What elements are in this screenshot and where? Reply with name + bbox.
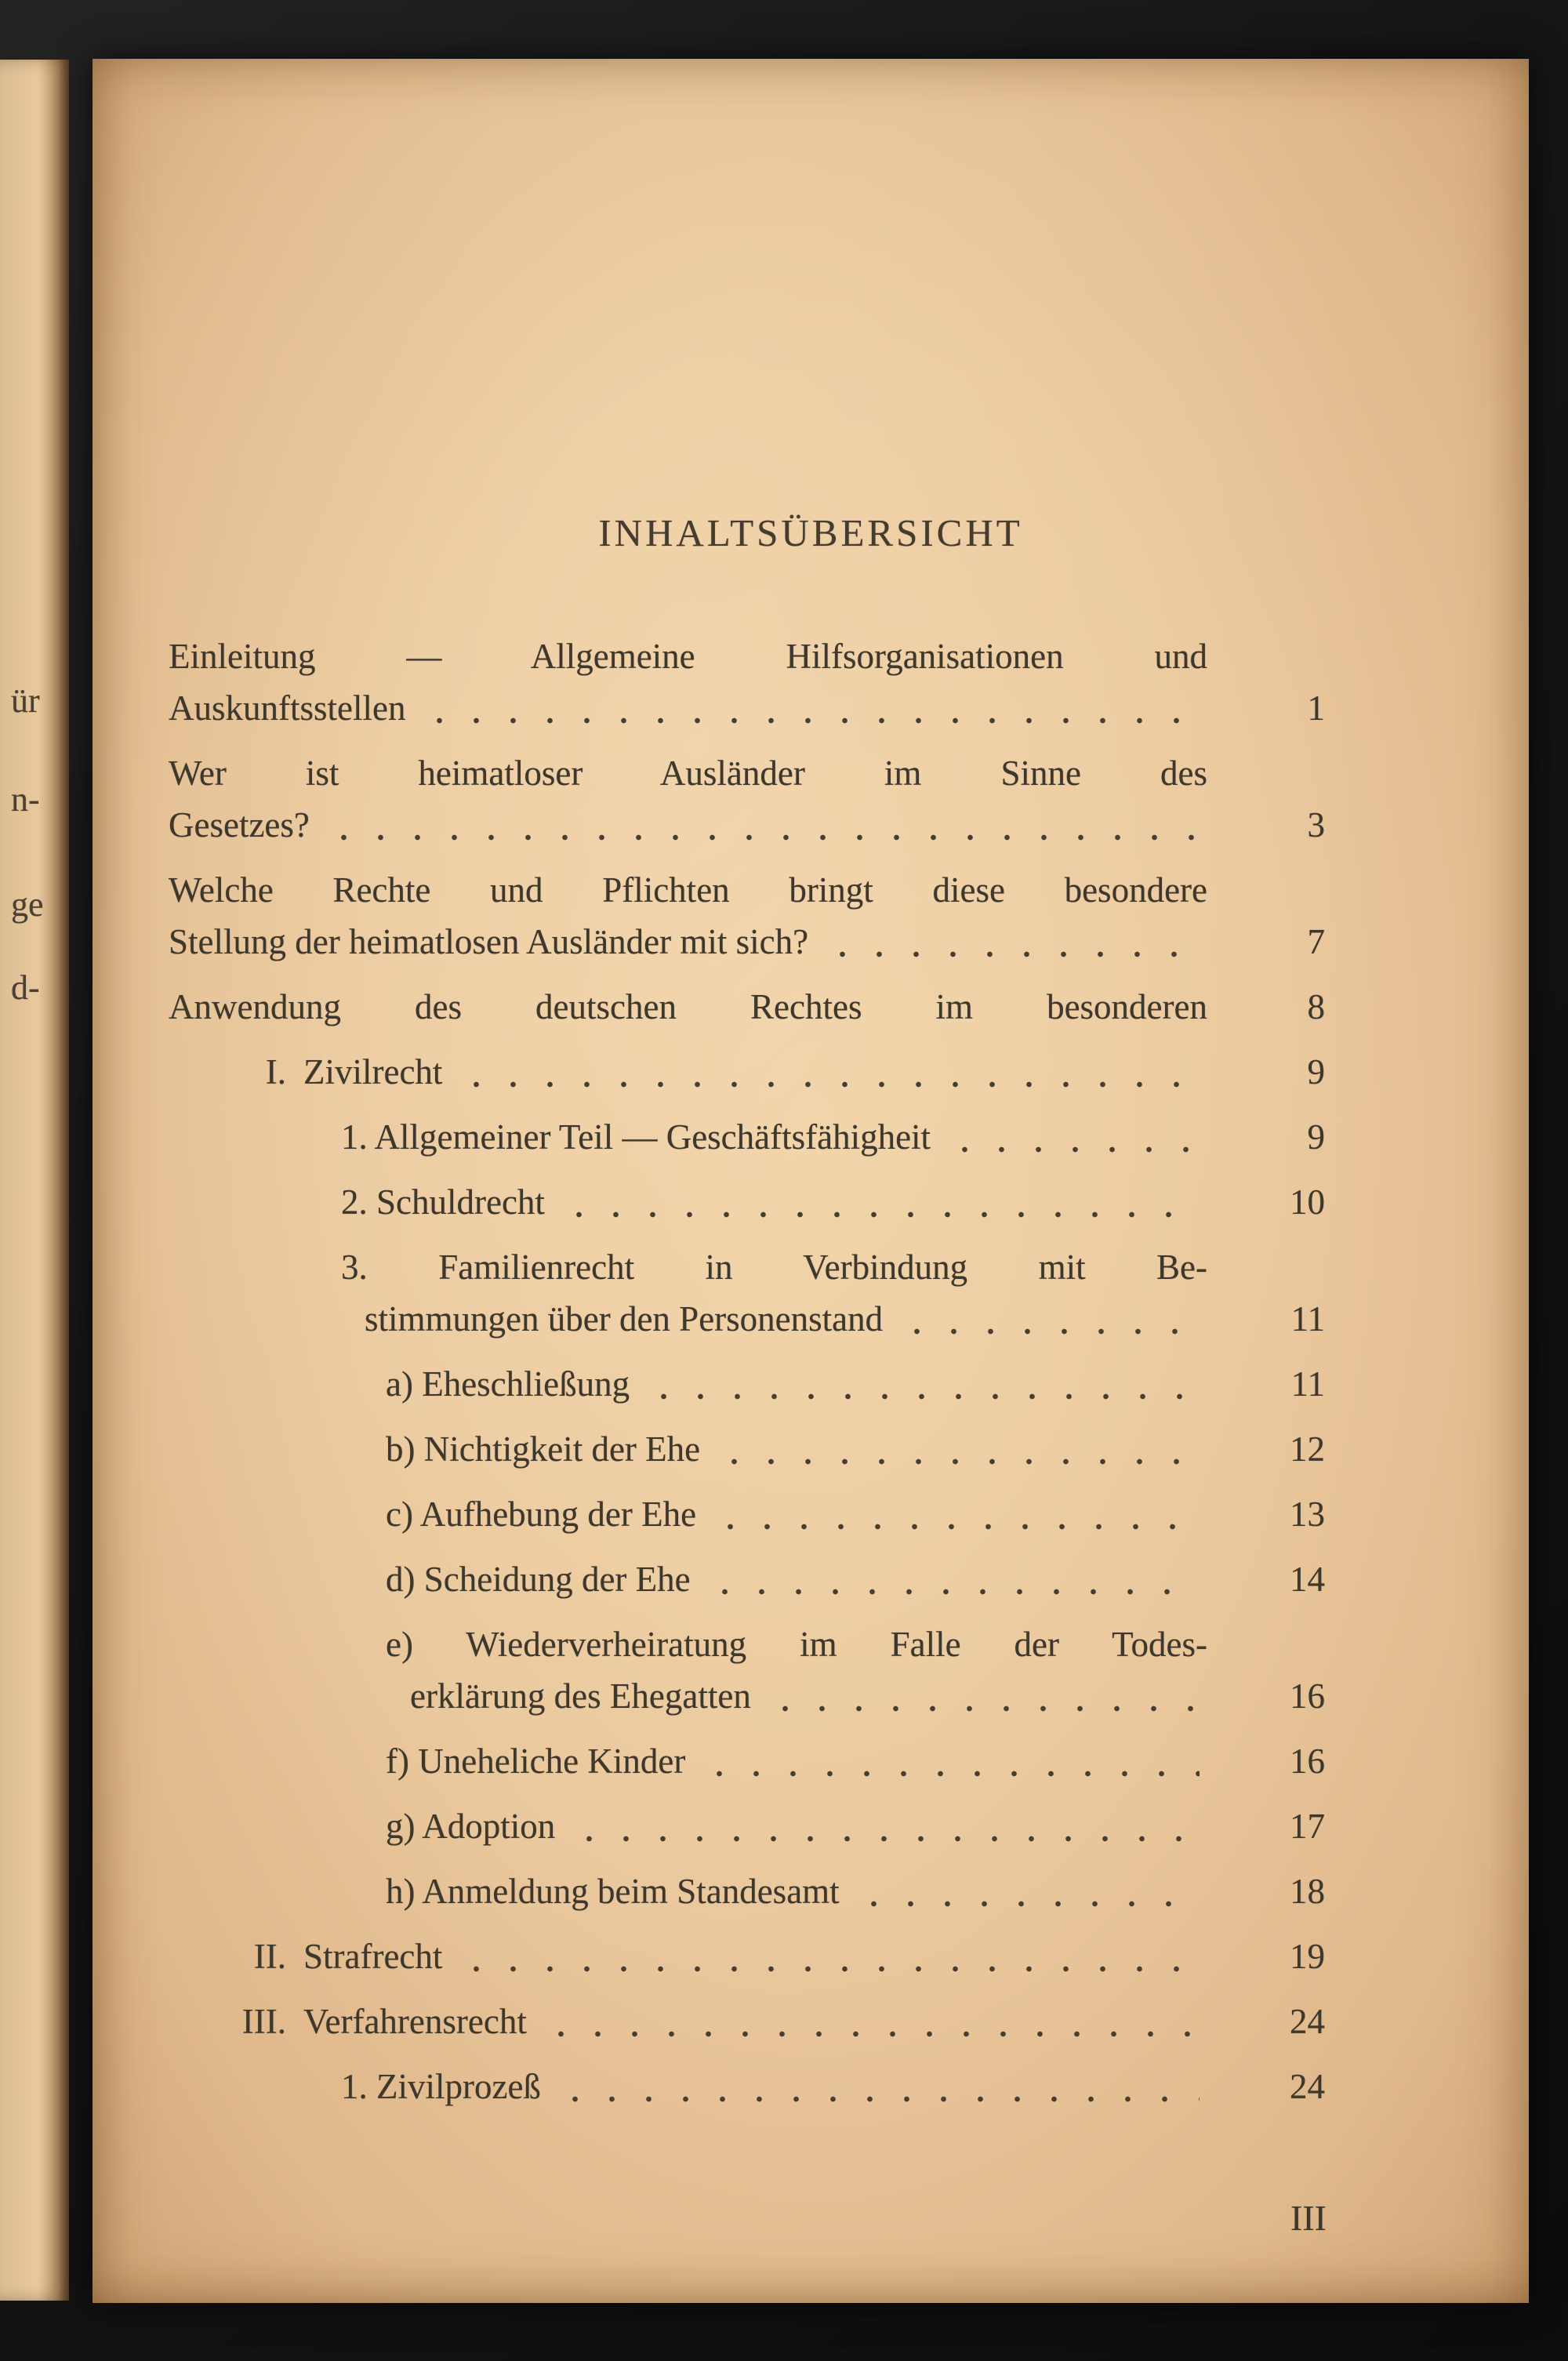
- entry-page-number: 11: [1290, 1299, 1325, 1339]
- toc-entry-line: [169, 1618, 1207, 1670]
- toc-entry: [169, 864, 1325, 968]
- entry-label: Welche Rechte und Pflichten bringt diese besondere: [169, 870, 1207, 910]
- dot-leader: [543, 1996, 1200, 2047]
- entry-label: Anwendung des deutschen Rechtes im besonderen: [169, 987, 1207, 1026]
- dot-leader: [701, 1735, 1200, 1787]
- toc-entry: [169, 1488, 1325, 1540]
- toc-entry-text: [169, 981, 1207, 1033]
- toc-entry-line: [169, 916, 1207, 968]
- entry-page-number: 14: [1290, 1560, 1325, 1599]
- toc-entry-line: [169, 1931, 1207, 1982]
- dot-leader: [706, 1553, 1200, 1605]
- toc-entry: [169, 1046, 1325, 1098]
- entry-page-number: 24: [1290, 2067, 1325, 2106]
- neighbor-fragment: ge: [11, 885, 44, 924]
- toc-entry: [169, 747, 1325, 851]
- entry-page-number: 18: [1290, 1872, 1325, 1911]
- entry-page-number: 9: [1307, 1117, 1325, 1157]
- neighbor-fragment: d-: [11, 968, 40, 1007]
- toc-entry-line: [169, 1996, 1207, 2047]
- toc-entry-line: [169, 1488, 1207, 1540]
- toc-entry-text: [169, 2061, 1207, 2112]
- entry-label: 1. Allgemeiner Teil — Geschäftsfähigheit: [341, 1117, 931, 1157]
- toc-entry-text: [169, 1553, 1207, 1605]
- dot-leader: [421, 682, 1200, 734]
- toc-entry-line: [169, 1670, 1207, 1722]
- toc-entry-text: [169, 1618, 1207, 1722]
- entry-label: Einleitung — Allgemeine Hilfsorganisationen und: [169, 637, 1207, 676]
- dot-leader: [898, 1293, 1200, 1345]
- toc-entry: [169, 1618, 1325, 1722]
- entry-prefix: III.: [241, 2002, 286, 2041]
- toc-entry: [169, 1735, 1325, 1787]
- entry-label: Zivilrecht: [303, 1052, 443, 1092]
- toc-entry-text: [169, 1488, 1207, 1540]
- toc-entry-text: [169, 1865, 1207, 1917]
- toc-entry: [169, 1176, 1325, 1228]
- entry-prefix: II.: [253, 1937, 286, 1976]
- dot-leader: [716, 1423, 1200, 1475]
- entry-page-number: 19: [1290, 1937, 1325, 1976]
- entry-label: 3. Familienrecht in Verbindung mit Be-: [341, 1248, 1207, 1287]
- dot-leader: [946, 1111, 1200, 1163]
- entry-page-number: 16: [1290, 1742, 1325, 1781]
- neighbor-fragment: n-: [11, 780, 40, 819]
- toc-entry-line: [169, 864, 1207, 916]
- dot-leader: [571, 1800, 1200, 1852]
- toc-entry-text: [169, 1111, 1207, 1163]
- entry-label: 2. Schuldrecht: [341, 1182, 545, 1222]
- toc-entry: [169, 1241, 1325, 1345]
- toc-entry: [169, 1800, 1325, 1852]
- entry-label: erklärung des Ehegatten: [410, 1676, 751, 1716]
- entry-page-number: 9: [1307, 1052, 1325, 1092]
- entry-label: Auskunftsstellen: [169, 688, 406, 728]
- toc-entry: [169, 1931, 1325, 1982]
- entry-page-number: 24: [1290, 2002, 1325, 2041]
- dot-leader: [561, 1176, 1200, 1228]
- dot-leader: [458, 1046, 1200, 1098]
- toc-entry-line: [169, 1423, 1207, 1475]
- entry-label: Verfahrensrecht: [303, 2002, 527, 2041]
- toc-entry: [169, 981, 1325, 1033]
- toc-entry-text: [169, 630, 1207, 734]
- entry-label: e) Wiederverheiratung im Falle der Todes-: [386, 1625, 1207, 1664]
- toc-entry-line: [169, 1046, 1207, 1098]
- toc-list: [93, 630, 1529, 2112]
- toc-entry-line: [169, 1241, 1207, 1293]
- entry-page-number: 17: [1290, 1807, 1325, 1846]
- entry-label: b) Nichtigkeit der Ehe: [386, 1429, 701, 1469]
- entry-label: c) Aufhebung der Ehe: [386, 1495, 697, 1534]
- toc-entry: [169, 1358, 1325, 1410]
- footer-page-number: III: [1290, 2198, 1327, 2238]
- toc-entry-line: [169, 2061, 1207, 2112]
- neighbor-fragment: ür: [11, 681, 40, 720]
- entry-label: Wer ist heimatloser Ausländer im Sinne des: [169, 754, 1207, 793]
- toc-entry: [169, 630, 1325, 734]
- neighbor-page-sliver: [0, 60, 69, 2301]
- book-page: [93, 59, 1529, 2303]
- entry-page-number: 8: [1307, 987, 1325, 1026]
- dot-leader: [712, 1488, 1200, 1540]
- entry-page-number: 3: [1307, 805, 1325, 845]
- toc-entry-line: [169, 981, 1207, 1033]
- dot-leader: [645, 1358, 1200, 1410]
- dot-leader: [767, 1670, 1200, 1722]
- dot-leader: [458, 1931, 1200, 1982]
- dot-leader: [855, 1865, 1200, 1917]
- entry-page-number: 12: [1290, 1429, 1325, 1469]
- toc-entry-text: [169, 1046, 1207, 1098]
- entry-label: Gesetzes?: [169, 805, 310, 845]
- page-title: INHALTSÜBERSICHT: [598, 511, 1023, 554]
- toc-entry-text: [169, 1358, 1207, 1410]
- toc-entry-line: [169, 682, 1207, 734]
- toc-entry-text: [169, 1800, 1207, 1852]
- toc-entry-line: [169, 1735, 1207, 1787]
- dot-leader: [824, 916, 1200, 968]
- entry-label: h) Anmeldung beim Standesamt: [386, 1872, 840, 1911]
- toc-entry: [169, 1423, 1325, 1475]
- dot-leader: [557, 2061, 1200, 2112]
- entry-label: stimmungen über den Personenstand: [365, 1299, 884, 1339]
- entry-label: d) Scheidung der Ehe: [386, 1560, 691, 1599]
- toc-entry-text: [169, 1176, 1207, 1228]
- toc-entry-text: [169, 1996, 1207, 2047]
- entry-page-number: 10: [1290, 1182, 1325, 1222]
- entry-label: 1. Zivilprozeß: [341, 2067, 541, 2106]
- toc-entry-text: [169, 1241, 1207, 1345]
- toc-entry-text: [169, 864, 1207, 968]
- toc-entry-line: [169, 1111, 1207, 1163]
- toc-entry-text: [169, 1931, 1207, 1982]
- entry-label: g) Adoption: [386, 1807, 556, 1846]
- toc-entry-line: [169, 630, 1207, 682]
- entry-page-number: 7: [1307, 922, 1325, 961]
- toc-entry-line: [169, 1553, 1207, 1605]
- toc-entry-line: [169, 1293, 1207, 1345]
- toc-entry-line: [169, 747, 1207, 799]
- toc-entry: [169, 1996, 1325, 2047]
- toc-entry-line: [169, 1358, 1207, 1410]
- entry-label: Strafrecht: [303, 1937, 443, 1976]
- toc-entry-line: [169, 799, 1207, 851]
- entry-prefix: I.: [265, 1052, 286, 1092]
- entry-label: Stellung der heimatlosen Ausländer mit sich?: [169, 922, 809, 961]
- toc-entry-line: [169, 1176, 1207, 1228]
- toc-entry: [169, 1553, 1325, 1605]
- toc-entry-line: [169, 1865, 1207, 1917]
- dot-leader: [325, 799, 1200, 851]
- toc-entry-text: [169, 1735, 1207, 1787]
- entry-page-number: 13: [1290, 1495, 1325, 1534]
- entry-page-number: 11: [1290, 1364, 1325, 1404]
- toc-entry-text: [169, 747, 1207, 851]
- toc-entry-text: [169, 1423, 1207, 1475]
- toc-entry-line: [169, 1800, 1207, 1852]
- toc-entry: [169, 1111, 1325, 1163]
- toc-entry: [169, 2061, 1325, 2112]
- entry-page-number: 1: [1307, 688, 1325, 728]
- toc-entry: [169, 1865, 1325, 1917]
- entry-label: f) Uneheliche Kinder: [386, 1742, 686, 1781]
- entry-page-number: 16: [1290, 1676, 1325, 1716]
- entry-label: a) Eheschließung: [386, 1364, 630, 1404]
